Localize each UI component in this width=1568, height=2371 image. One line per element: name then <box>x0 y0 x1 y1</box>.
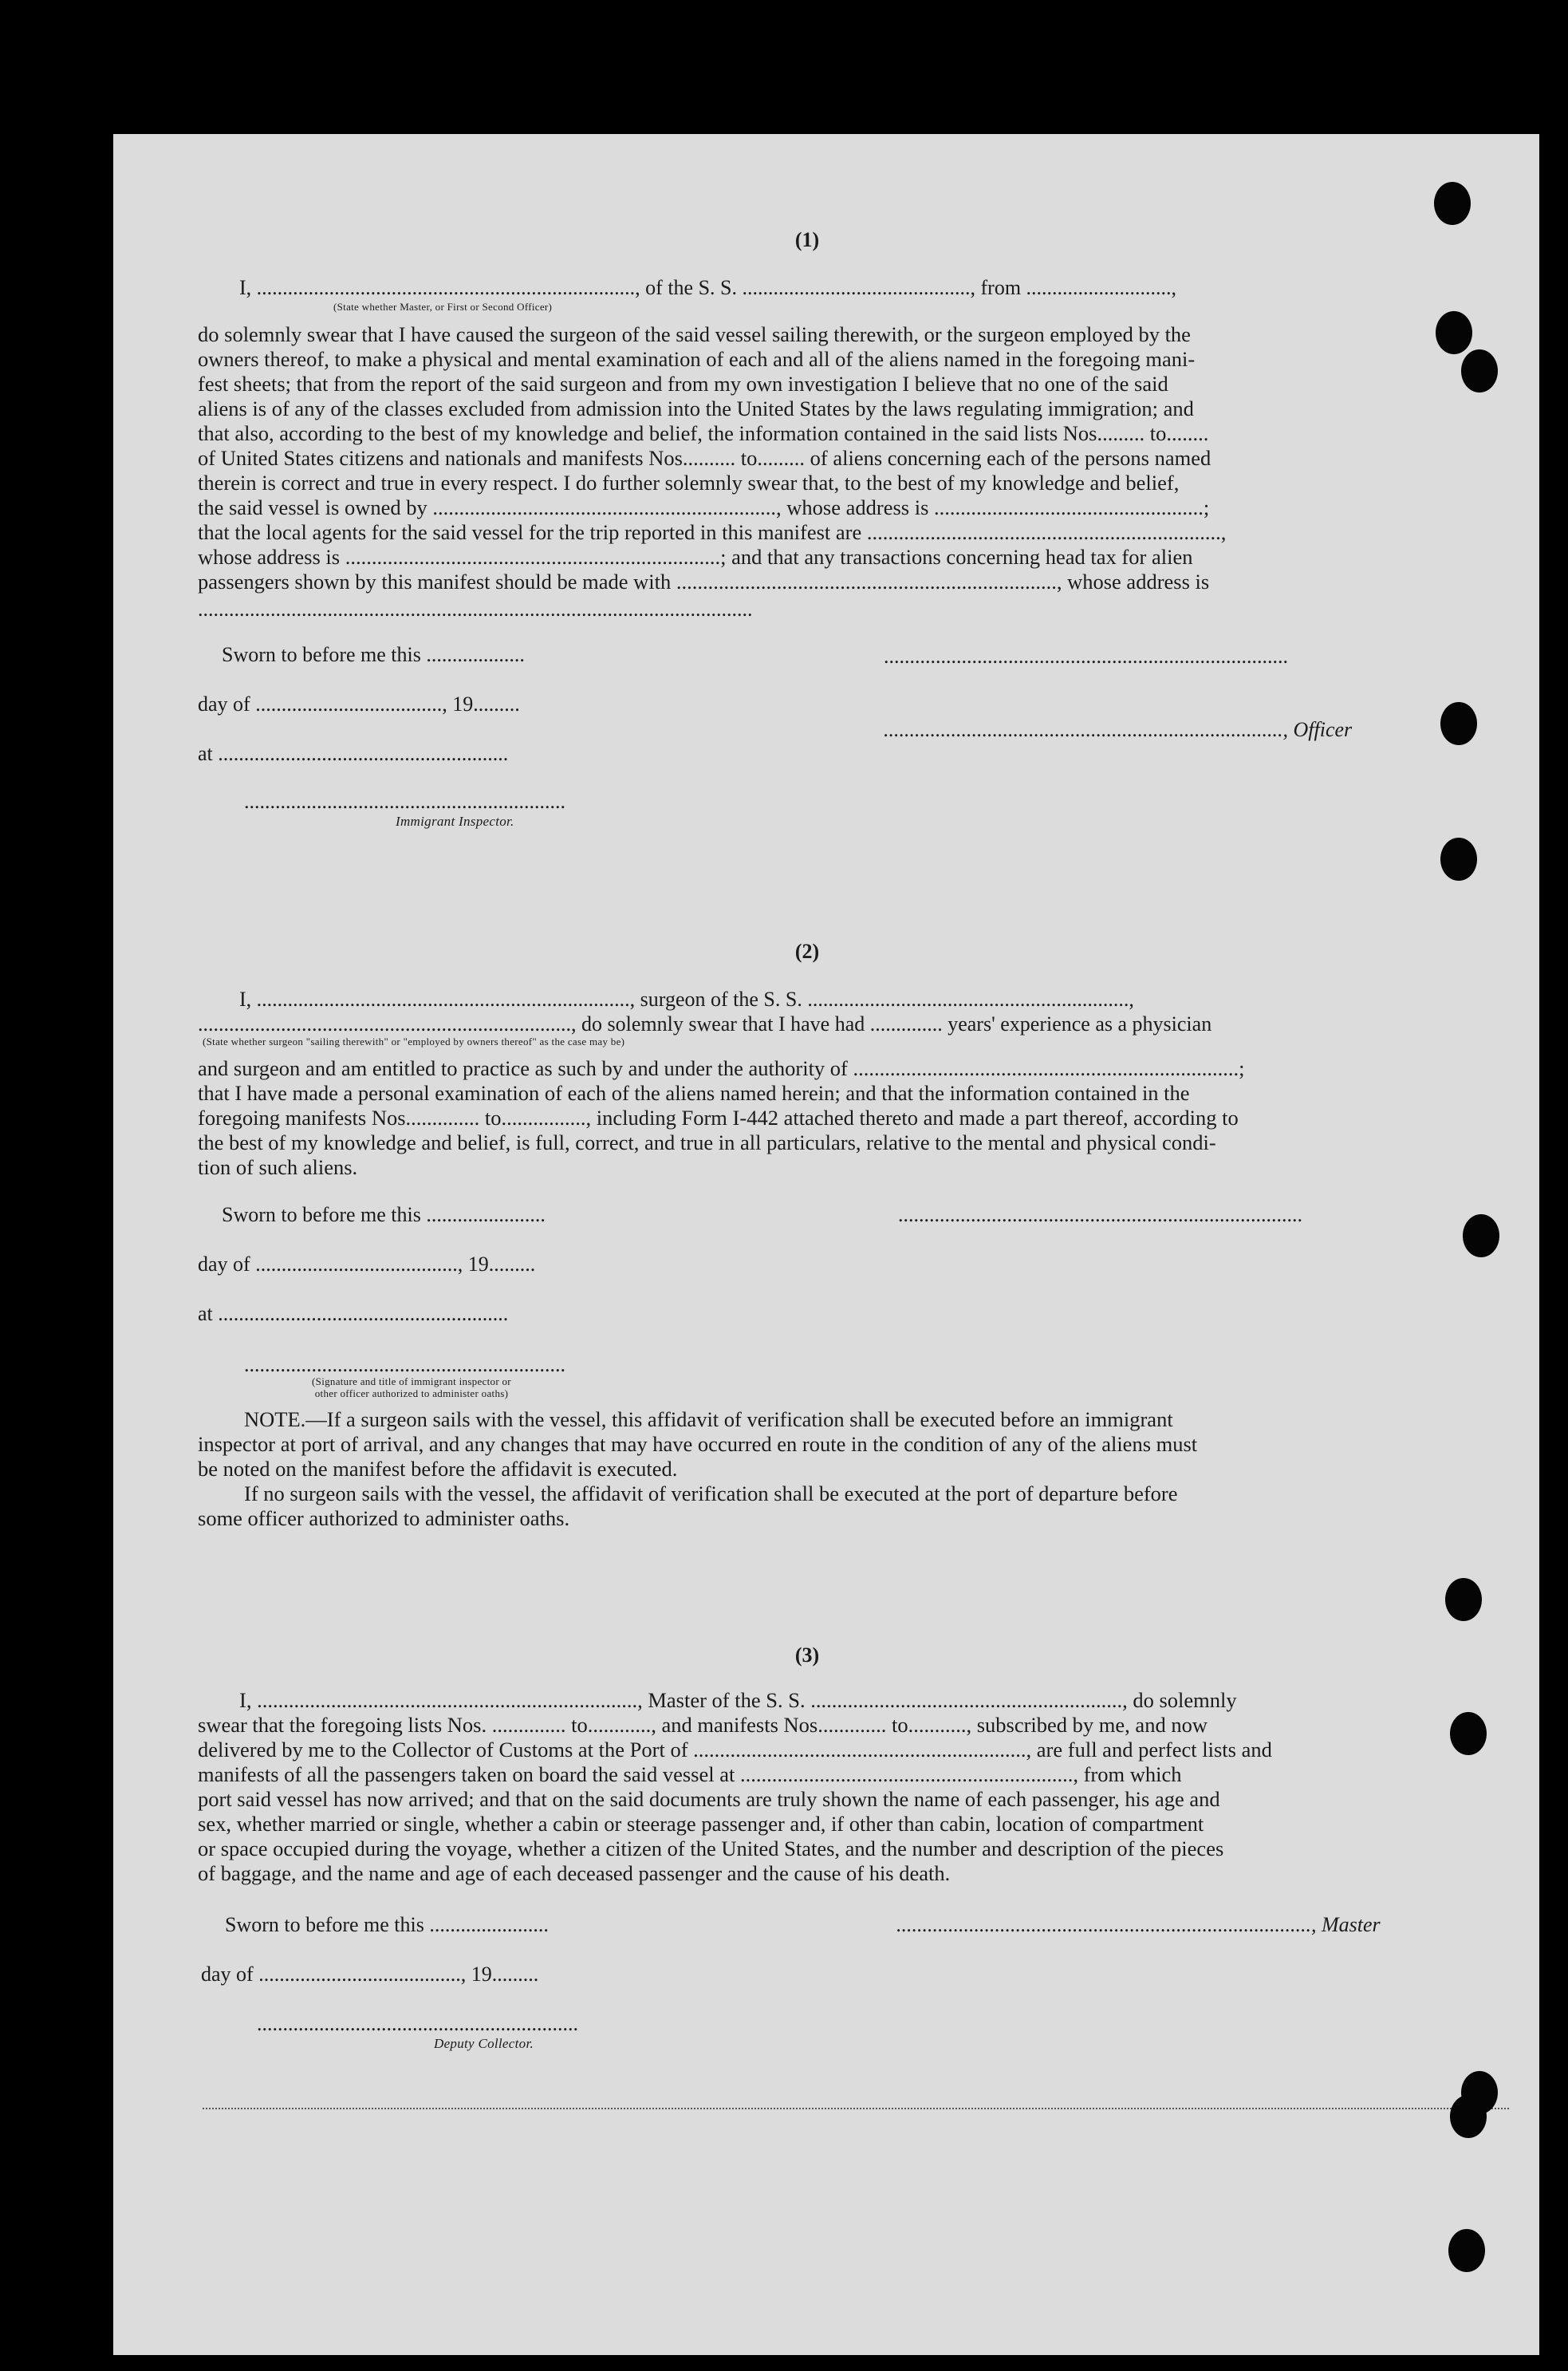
body-line: port said vessel has now arrived; and that on the said documents are truly shown the name of each passenger, his age and <box>198 1787 1220 1811</box>
body-line: sex, whether married or single, whether a cabin or steerage passenger and, if other than cabin, location of compartment <box>198 1812 1204 1836</box>
body-line: passengers shown by this manifest should be made with ........................................................................, whose address is <box>198 570 1210 594</box>
body-line: foregoing manifests Nos.............. to................, including Form I-442 attached thereto and made a part thereof, according to <box>198 1106 1239 1130</box>
body-line: or space occupied during the voyage, whether a citizen of the United States, and the number and description of the pieces <box>198 1836 1224 1860</box>
body-line: the best of my knowledge and belief, is full, correct, and true in all particulars, relative to the mental and physical condi- <box>198 1130 1216 1154</box>
note-line: inspector at port of arrival, and any changes that may have occurred en route in the condition of any of the aliens must <box>198 1432 1198 1456</box>
section-1-at: at ........................................................ <box>198 742 509 765</box>
body-line: swear that the foregoing lists Nos. .............. to............, and manifests Nos............. to..........., subscribed by me, and now <box>198 1713 1208 1737</box>
body-line: manifests of all the passengers taken on board the said vessel at ..............................................................., from which <box>198 1762 1182 1786</box>
body-line: delivered by me to the Collector of Customs at the Port of ..............................................................., are full and perfect lists and <box>198 1738 1272 1761</box>
deputy-collector-caption: Deputy Collector. <box>434 2036 534 2051</box>
body-line: owners thereof, to make a physical and mental examination of each and all of the aliens named in the foregoing mani- <box>198 347 1196 371</box>
body-line: that the local agents for the said vessel for the trip reported in this manifest are ..................................................................., <box>198 520 1227 544</box>
section-2-note <box>198 1407 1512 1531</box>
section-3-body <box>198 1688 1512 1886</box>
section-2-body <box>198 1056 1512 1180</box>
note-line: be noted on the manifest before the affidavit is executed. <box>198 1457 678 1481</box>
section-1-signature-line: .............................................................. <box>244 790 565 813</box>
section-2-officer-signature: .............................................................................. <box>898 1203 1302 1226</box>
body-line: fest sheets; that from the report of the said surgeon and from my own investigation I believe that no one of the said <box>198 372 1168 396</box>
body-line: whose address is .......................................................................; and that any transactions concerning head tax for alien <box>198 545 1193 569</box>
body-line: that also, according to the best of my knowledge and belief, the information contained in the said lists Nos......... to........ <box>198 421 1209 445</box>
body-line: tion of such aliens. <box>198 1155 358 1179</box>
section-2-caption: (State whether surgeon "sailing therewith" or "employed by owners thereof" as the case may be) <box>203 1036 625 1047</box>
section-2-at: at ........................................................ <box>198 1302 509 1325</box>
body-line: and surgeon and am entitled to practice as such by and under the authority of .........................................................................; <box>198 1056 1245 1080</box>
section-1-trailing-line: ........................................................................................................... <box>198 598 753 621</box>
section-2-second-line: ........................................................................, do solemnly swear that I have had .............. years' experience as a physician <box>198 1012 1212 1036</box>
section-1-officer-line: ............................................................................., Officer <box>884 718 1353 741</box>
section-2-signature-line: .............................................................. <box>244 1353 565 1376</box>
body-line: the said vessel is owned by ................................................................., whose address is ...................................................; <box>198 495 1210 519</box>
section-3-master-line: ................................................................................, Master <box>896 1913 1381 1936</box>
section-3-signature-line: .............................................................. <box>257 2012 578 2035</box>
body-line: aliens is of any of the classes excluded from admission into the United States by the laws regulating immigration; and <box>198 396 1194 420</box>
body-line: of baggage, and the name and age of each deceased passenger and the cause of his death. <box>198 1861 951 1885</box>
section-1-body <box>198 322 1512 594</box>
section-1-heading: (1) <box>794 228 820 251</box>
section-1-day: day of ...................................., 19......... <box>198 692 520 716</box>
signature-caption-line-2: other officer authorized to administer oaths) <box>314 1387 509 1399</box>
body-line: do solemnly swear that I have caused the surgeon of the said vessel sailing therewith, or the surgeon employed by the <box>198 322 1191 346</box>
note-line: If no surgeon sails with the vessel, the affidavit of verification shall be executed at the port of departure before <box>244 1481 1178 1505</box>
body-line: that I have made a personal examination of each of the aliens named herein; and that the information contained in the <box>198 1081 1190 1105</box>
body-line: I, ........................................................................, Master of the S. S. ..........................................................., do solemnly <box>239 1688 1237 1712</box>
bottom-rule <box>203 2108 1509 2109</box>
section-2-heading: (2) <box>794 940 820 963</box>
immigrant-inspector-caption: Immigrant Inspector. <box>396 814 514 829</box>
section-3-sworn: Sworn to before me this ....................... <box>225 1913 549 1936</box>
body-line: of United States citizens and nationals and manifests Nos.......... to......... of aliens concerning each of the persons named <box>198 446 1211 470</box>
section-2-day: day of ......................................., 19......... <box>198 1253 536 1276</box>
section-1-officer-signature: .............................................................................. <box>884 645 1288 668</box>
form-page <box>113 134 1539 2355</box>
note-line: NOTE.—If a surgeon sails with the vessel, this affidavit of verification shall be executed before an immigrant <box>244 1407 1173 1431</box>
section-1-sworn: Sworn to before me this ................... <box>222 643 525 666</box>
section-2-sworn: Sworn to before me this ....................... <box>222 1203 546 1226</box>
signature-caption-line-1: (Signature and title of immigrant inspector or <box>312 1375 511 1387</box>
note-line: some officer authorized to administer oaths. <box>198 1506 570 1530</box>
section-3-day: day of ......................................., 19......... <box>201 1963 539 1986</box>
section-1-first-line: I, ........................................................................., of the S. S. ............................................, from ............................, <box>239 276 1177 299</box>
section-1-caption: (State whether Master, or First or Second Officer) <box>333 301 553 313</box>
section-3-heading: (3) <box>794 1643 820 1667</box>
body-line: therein is correct and true in every respect. I do further solemnly swear that, to the best of my knowledge and belief, <box>198 471 1180 495</box>
section-2-first-line: I, ........................................................................, surgeon of the S. S. .............................................................., <box>239 988 1134 1011</box>
